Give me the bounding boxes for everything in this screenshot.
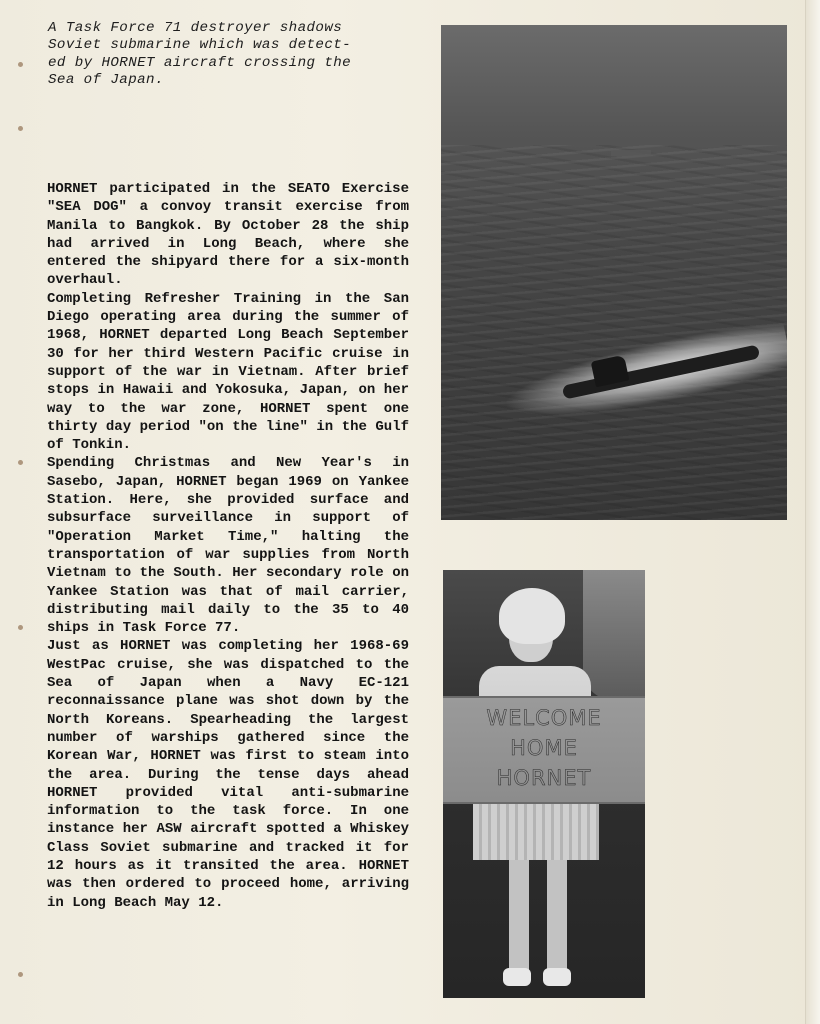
punch-mark xyxy=(18,126,23,131)
distant-ship xyxy=(611,150,651,156)
paragraph: Just as HORNET was completing her 1968-69 WestPac cruise, she was dispatched to the Sea of Japan when a Navy EC-121 reconnaissance plane was shot down by the North Koreans. Spearheading the largest number of warships gathered since the Korean War, HORNET was first to steam into the area. During the tense days ahead HORNET provided vital anti-submarine information to the task force. In one instance her ASW aircraft spotted a Whiskey Class Soviet submarine and tracked it for 12 hours as it transited the area. HORNET was then ordered to proceed home, arriving in Long Beach May 12. xyxy=(47,638,409,911)
girl-leg xyxy=(509,860,529,970)
girl-leg xyxy=(547,860,567,970)
submarine-photo xyxy=(441,25,787,520)
paragraph: Completing Refresher Training in the San Diego operating area during the summer of 1968, HORNET departed Long Beach September 30 for her third Western Pacific cruise in support of the war in Vietnam. After brief stops in Hawaii and Yokosuka, Japan, on her way to the war zone, HORNET spent one thirty day period "on the line" in the Gulf of Tonkin. xyxy=(47,290,409,454)
welcome-home-photo xyxy=(443,570,645,998)
punch-mark xyxy=(18,972,23,977)
paragraph: Spending Christmas and New Year's in Sasebo, Japan, HORNET began 1969 on Yankee Station. Here, she provided surface and subsurface surveillance in support of "Operation Market Time," halting the transportation of war supplies from North Vietnam to the South. Her secondary role on Yankee Station was that of mail carrier, distributing mail daily to the 35 to 40 ships in Task Force 77. xyxy=(47,455,409,637)
girl-shoe xyxy=(503,968,531,986)
sign-text: WELCOME xyxy=(486,706,602,730)
paragraph: HORNET participated in the SEATO Exercise "SEA DOG" a convoy transit exercise from Manila to Bangkok. By October 28 the ship had arrived in Long Beach, where she entered the shipyard there for a six-month overhaul. xyxy=(47,181,409,289)
article-body xyxy=(47,180,409,912)
punch-mark xyxy=(18,625,23,630)
punch-mark xyxy=(18,62,23,67)
page-edge xyxy=(805,0,820,1024)
adult-figure xyxy=(583,570,645,700)
girl-skirt xyxy=(473,800,599,860)
girl-bonnet xyxy=(499,588,565,644)
sign-text: HOME xyxy=(510,736,578,760)
photo-caption: A Task Force 71 destroyer shadows Soviet submarine which was detect- ed by HORNET aircraft crossing the Sea of Japan. xyxy=(48,20,352,88)
welcome-sign xyxy=(443,696,645,804)
punch-mark xyxy=(18,460,23,465)
sign-text: HORNET xyxy=(496,766,592,790)
girl-shoe xyxy=(543,968,571,986)
